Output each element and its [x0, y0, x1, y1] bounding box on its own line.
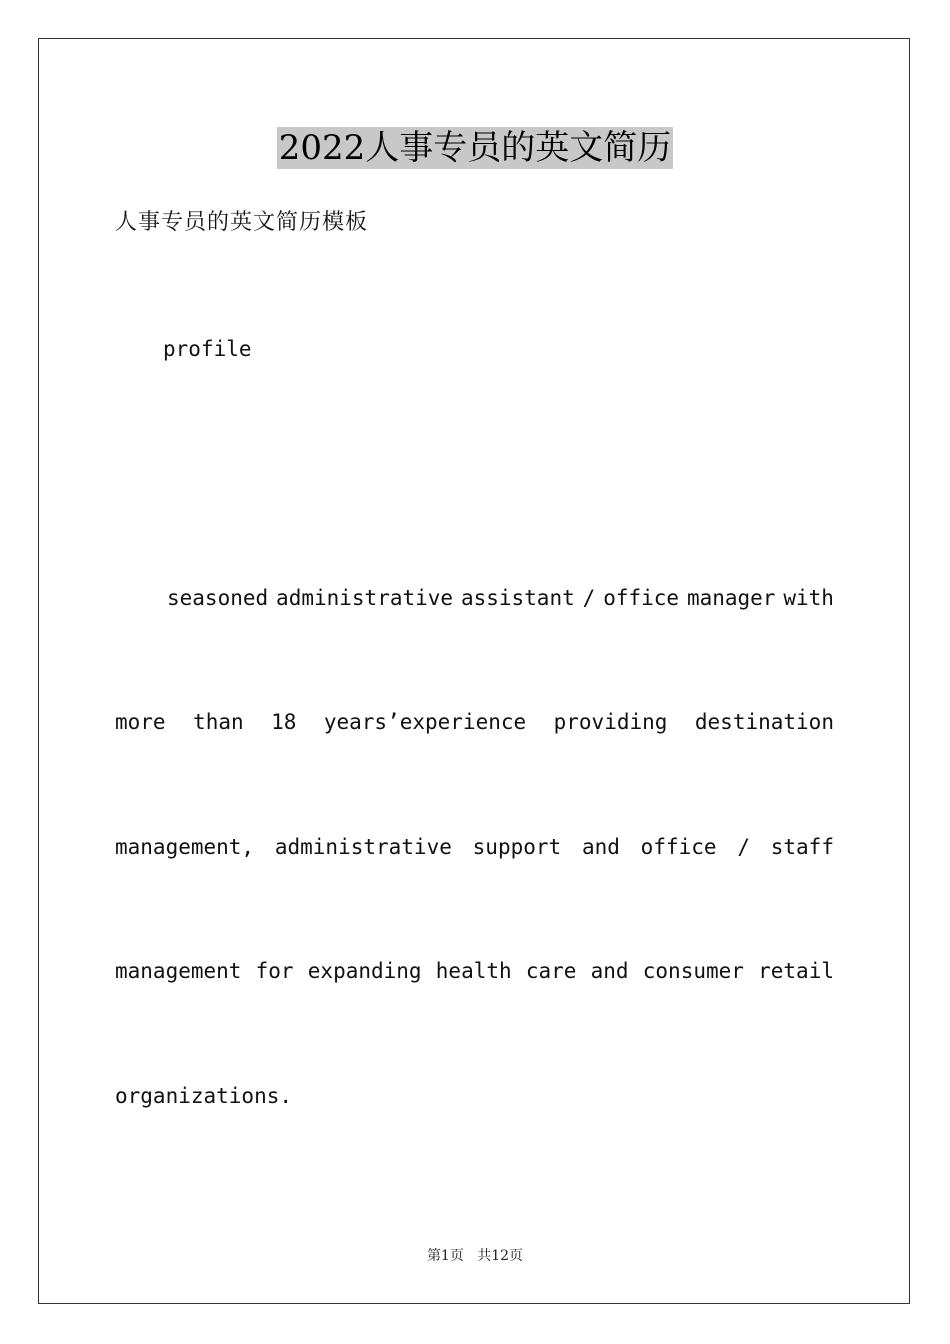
page-footer: [0, 1246, 950, 1266]
document-title: 2022人事专员的英文简历: [278, 128, 672, 168]
paragraph-word: consumer: [642, 959, 744, 983]
document-subtitle: 人事专员的英文简历模板: [115, 210, 369, 235]
paragraph-word: office: [640, 835, 717, 859]
section-heading-profile: profile: [163, 337, 252, 361]
paragraph-word: providing: [553, 710, 668, 734]
paragraph-word: for: [255, 959, 294, 983]
paragraph-word: organizations.: [115, 1084, 293, 1108]
paragraph-word: and: [581, 835, 620, 859]
paragraph-word: and: [590, 959, 629, 983]
paragraph-line-4: [115, 955, 834, 987]
paragraph-word: management,: [115, 835, 255, 859]
page-number: 第1页: [426, 1248, 464, 1264]
paragraph-word: management: [115, 959, 242, 983]
paragraph-word: administrative: [276, 586, 454, 610]
paragraph-line-1: [167, 582, 834, 614]
paragraph-word: destination: [694, 710, 834, 734]
paragraph-line-3: [115, 831, 834, 863]
title-container: [0, 127, 950, 169]
paragraph-word: more: [115, 710, 166, 734]
paragraph-word: administrative: [274, 835, 452, 859]
paragraph-word: /: [582, 586, 596, 610]
paragraph-word: health: [435, 959, 512, 983]
paragraph-word: expanding: [307, 959, 422, 983]
page-total: 共12页: [477, 1248, 524, 1264]
paragraph-word: /: [737, 835, 750, 859]
paragraph-line-5: [115, 1080, 834, 1112]
paragraph-word: assistant: [460, 586, 575, 610]
paragraph-word: retail: [758, 959, 834, 983]
paragraph-word: than: [193, 710, 244, 734]
paragraph-word: staff: [770, 835, 834, 859]
paragraph-word: with: [783, 586, 834, 610]
paragraph-line-2: [115, 706, 834, 738]
paragraph-word: office: [603, 586, 680, 610]
paragraph-word: care: [525, 959, 577, 983]
paragraph-word: seasoned: [167, 586, 269, 610]
paragraph-word: support: [472, 835, 562, 859]
paragraph-word: 18: [271, 710, 297, 734]
paragraph-word: manager: [686, 586, 776, 610]
paragraph-word: years’experience: [323, 710, 527, 734]
